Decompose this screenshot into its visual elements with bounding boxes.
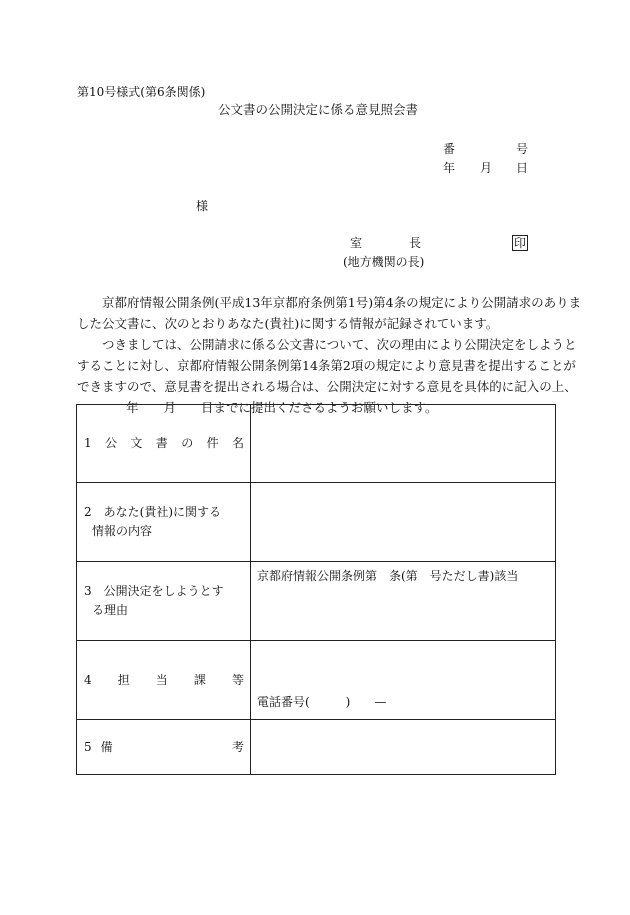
row1-label bbox=[77, 405, 251, 483]
table-row-remarks bbox=[77, 720, 556, 775]
row5-value-cell[interactable] bbox=[251, 720, 556, 775]
row2-label-line1: 2 あなた(貴社)に関する bbox=[84, 505, 221, 519]
row1-label-text bbox=[84, 434, 244, 453]
table-row-reason bbox=[77, 562, 556, 641]
row4-char: 当 bbox=[155, 672, 168, 687]
addressee-sama: 様 bbox=[196, 199, 209, 213]
seal-stamp-label: 印 bbox=[514, 236, 527, 250]
row3-value-cell[interactable] bbox=[251, 562, 556, 641]
row1-char: 名 bbox=[231, 436, 244, 450]
phone-number-label: 電話番号( ) — bbox=[257, 695, 387, 709]
number-label-ban: 番 bbox=[443, 142, 456, 156]
sender-shitsu: 室 bbox=[350, 236, 363, 250]
row1-char: 件 bbox=[206, 436, 219, 450]
row2-label bbox=[77, 483, 251, 562]
body-paragraph bbox=[77, 292, 582, 418]
number-label-go: 号 bbox=[516, 142, 529, 156]
row5-spacer bbox=[113, 738, 232, 757]
row4-label bbox=[77, 641, 251, 720]
document-title: 公文書の公開決定に係る意見照会書 bbox=[218, 102, 419, 117]
row1-char: 書 bbox=[155, 436, 168, 450]
row1-char: の bbox=[181, 436, 194, 450]
row3-value-text: 京都府情報公開条例第 条(第 号ただし書)該当 bbox=[257, 569, 519, 583]
row4-char: 課 bbox=[193, 672, 206, 687]
table-row-document-name bbox=[77, 405, 556, 483]
body-line-2: した公文書に、次のとおりあなた(貴社)に関する情報が記録されています。 bbox=[77, 316, 499, 331]
row4-char: 担 bbox=[117, 672, 130, 687]
body-line-6: 年 月 日までに提出くださるようお願いします。 bbox=[126, 400, 438, 415]
row4-value-cell[interactable] bbox=[251, 641, 556, 720]
row1-value-cell[interactable] bbox=[251, 405, 556, 483]
row4-number: 4 bbox=[84, 672, 92, 687]
row4-char: 等 bbox=[231, 672, 244, 687]
table-row-department bbox=[77, 641, 556, 720]
row1-char: 文 bbox=[130, 436, 143, 450]
date-label-year: 年 bbox=[443, 161, 456, 175]
row5-label-text bbox=[84, 738, 244, 757]
row3-label bbox=[77, 562, 251, 641]
row5-number: 5 bbox=[84, 739, 92, 754]
body-line-4: することに対し、京都府情報公開条例第14条第2項の規定により意見書を提出することが bbox=[77, 358, 576, 373]
body-line-5: できますので、意見書を提出される場合は、公開決定に対する意見を具体的に記入の上、 bbox=[77, 379, 577, 394]
sender-agency: (地方機関の長) bbox=[343, 255, 425, 269]
table-row-info-content bbox=[77, 483, 556, 562]
row4-label-text bbox=[84, 671, 244, 690]
row3-label-line2: る理由 bbox=[92, 603, 129, 617]
row1-number: 1 bbox=[84, 436, 92, 450]
row3-label-line1: 3 公開決定をしようとす bbox=[84, 584, 224, 598]
form-number: 第10号様式(第6条関係) bbox=[77, 85, 206, 99]
body-line-1: 京都府情報公開条例(平成13年京都府条例第1号)第4条の規定により公開請求のありま bbox=[102, 295, 582, 310]
row2-label-line2: 情報の内容 bbox=[92, 524, 153, 538]
row5-label bbox=[77, 720, 251, 775]
row5-char: 考 bbox=[231, 739, 244, 754]
date-label-month: 月 bbox=[480, 161, 493, 175]
seal-stamp bbox=[512, 235, 528, 251]
row2-value-cell[interactable] bbox=[251, 483, 556, 562]
row5-char: 備 bbox=[100, 739, 113, 754]
inquiry-table bbox=[76, 404, 556, 775]
row1-char: 公 bbox=[105, 436, 118, 450]
sender-cho: 長 bbox=[409, 236, 422, 250]
body-line-3: つきましては、公開請求に係る公文書について、次の理由により公開決定をしようと bbox=[102, 337, 577, 352]
date-label-day: 日 bbox=[516, 161, 529, 175]
